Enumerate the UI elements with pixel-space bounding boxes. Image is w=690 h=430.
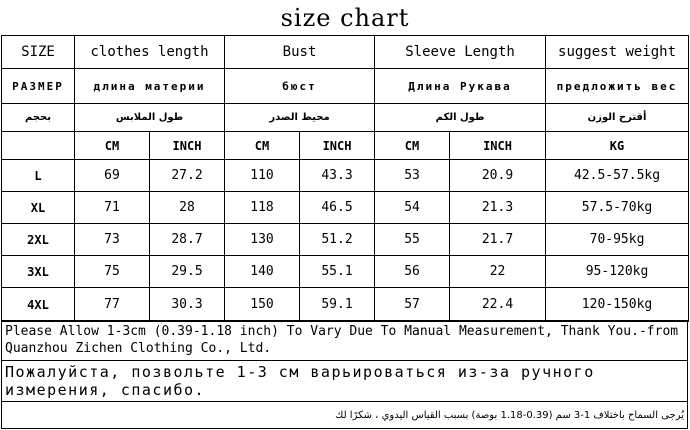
- length-inch-cell: 27.2: [150, 160, 225, 192]
- weight-cell: 70-95kg: [546, 224, 689, 256]
- bust-inch-cell: 51.2: [300, 224, 375, 256]
- weight-cell: 95-120kg: [546, 256, 689, 288]
- header-clothes-length-ru: длина материи: [75, 69, 225, 104]
- header-sleeve-length-ar: طول الكم: [375, 104, 546, 132]
- header-clothes-length-ar: طول الملابس: [75, 104, 225, 132]
- length-inch-cell: 28: [150, 192, 225, 224]
- bust-cm-cell: 130: [225, 224, 300, 256]
- length-inch-cell: 28.7: [150, 224, 225, 256]
- length-cm-cell: 73: [75, 224, 150, 256]
- header-row-russian: [2, 69, 689, 104]
- length-inch-cell: 30.3: [150, 288, 225, 322]
- header-bust-ar: محيط الصدر: [225, 104, 375, 132]
- sleeve-cm-cell: 53: [375, 160, 450, 192]
- size-cell: 2XL: [2, 224, 75, 256]
- size-chart-table: [1, 35, 689, 322]
- bust-cm-cell: 118: [225, 192, 300, 224]
- unit-bust-cm: CM: [225, 132, 300, 160]
- table-row: [2, 160, 689, 192]
- length-inch-cell: 29.5: [150, 256, 225, 288]
- bust-inch-cell: 43.3: [300, 160, 375, 192]
- sleeve-cm-cell: 57: [375, 288, 450, 322]
- sleeve-cm-cell: 56: [375, 256, 450, 288]
- header-suggest-weight-ar: أقترح الوزن: [546, 104, 689, 132]
- bust-inch-cell: 46.5: [300, 192, 375, 224]
- length-cm-cell: 71: [75, 192, 150, 224]
- weight-cell: 57.5-70kg: [546, 192, 689, 224]
- size-cell: 3XL: [2, 256, 75, 288]
- header-clothes-length: clothes length: [75, 36, 225, 69]
- bust-inch-cell: 55.1: [300, 256, 375, 288]
- header-suggest-weight: suggest weight: [546, 36, 689, 69]
- table-row: [2, 288, 689, 322]
- bust-cm-cell: 140: [225, 256, 300, 288]
- size-cell: XL: [2, 192, 75, 224]
- header-size-ru: РАЗМЕР: [2, 69, 75, 104]
- unit-sleeve-cm: CM: [375, 132, 450, 160]
- header-bust-ru: бюст: [225, 69, 375, 104]
- sleeve-inch-cell: 21.3: [450, 192, 546, 224]
- unit-weight-kg: KG: [546, 132, 689, 160]
- sleeve-cm-cell: 54: [375, 192, 450, 224]
- header-row-arabic: [2, 104, 689, 132]
- sleeve-inch-cell: 22: [450, 256, 546, 288]
- note-arabic: يُرجى السماح باختلاف 1-3 سم (0.39-1.18 بوصة) بسبب القياس اليدوي ، شكرًا لك: [1, 401, 688, 429]
- table-row: [2, 256, 689, 288]
- length-cm-cell: 75: [75, 256, 150, 288]
- note-english: Please Allow 1-3cm (0.39-1.18 inch) To Vary Due To Manual Measurement, Thank You.-from Quanzhou Zichen Clothing Co., Ltd.: [1, 320, 688, 361]
- unit-length-inch: INCH: [150, 132, 225, 160]
- size-cell: L: [2, 160, 75, 192]
- unit-sleeve-inch: INCH: [450, 132, 546, 160]
- weight-cell: 42.5-57.5kg: [546, 160, 689, 192]
- unit-row: [2, 132, 689, 160]
- header-suggest-weight-ru: предложить вес: [546, 69, 689, 104]
- sleeve-inch-cell: 22.4: [450, 288, 546, 322]
- chart-title: size chart: [280, 3, 410, 32]
- unit-length-cm: CM: [75, 132, 150, 160]
- bust-cm-cell: 150: [225, 288, 300, 322]
- header-size-ar: بحجم: [2, 104, 75, 132]
- sleeve-inch-cell: 20.9: [450, 160, 546, 192]
- sleeve-cm-cell: 55: [375, 224, 450, 256]
- table-row: [2, 224, 689, 256]
- header-sleeve-length-ru: Длина Рукава: [375, 69, 546, 104]
- table-row: [2, 192, 689, 224]
- note-russian: Пожалуйста, позвольте 1-3 см варьироваться из-за ручного измерения, спасибо.: [1, 360, 688, 402]
- unit-bust-inch: INCH: [300, 132, 375, 160]
- header-sleeve-length: Sleeve Length: [375, 36, 546, 69]
- sleeve-inch-cell: 21.7: [450, 224, 546, 256]
- header-row-english: [2, 36, 689, 69]
- length-cm-cell: 77: [75, 288, 150, 322]
- unit-blank: [2, 132, 75, 160]
- bust-inch-cell: 59.1: [300, 288, 375, 322]
- bust-cm-cell: 110: [225, 160, 300, 192]
- size-cell: 4XL: [2, 288, 75, 322]
- header-size: SIZE: [2, 36, 75, 69]
- length-cm-cell: 69: [75, 160, 150, 192]
- header-bust: Bust: [225, 36, 375, 69]
- weight-cell: 120-150kg: [546, 288, 689, 322]
